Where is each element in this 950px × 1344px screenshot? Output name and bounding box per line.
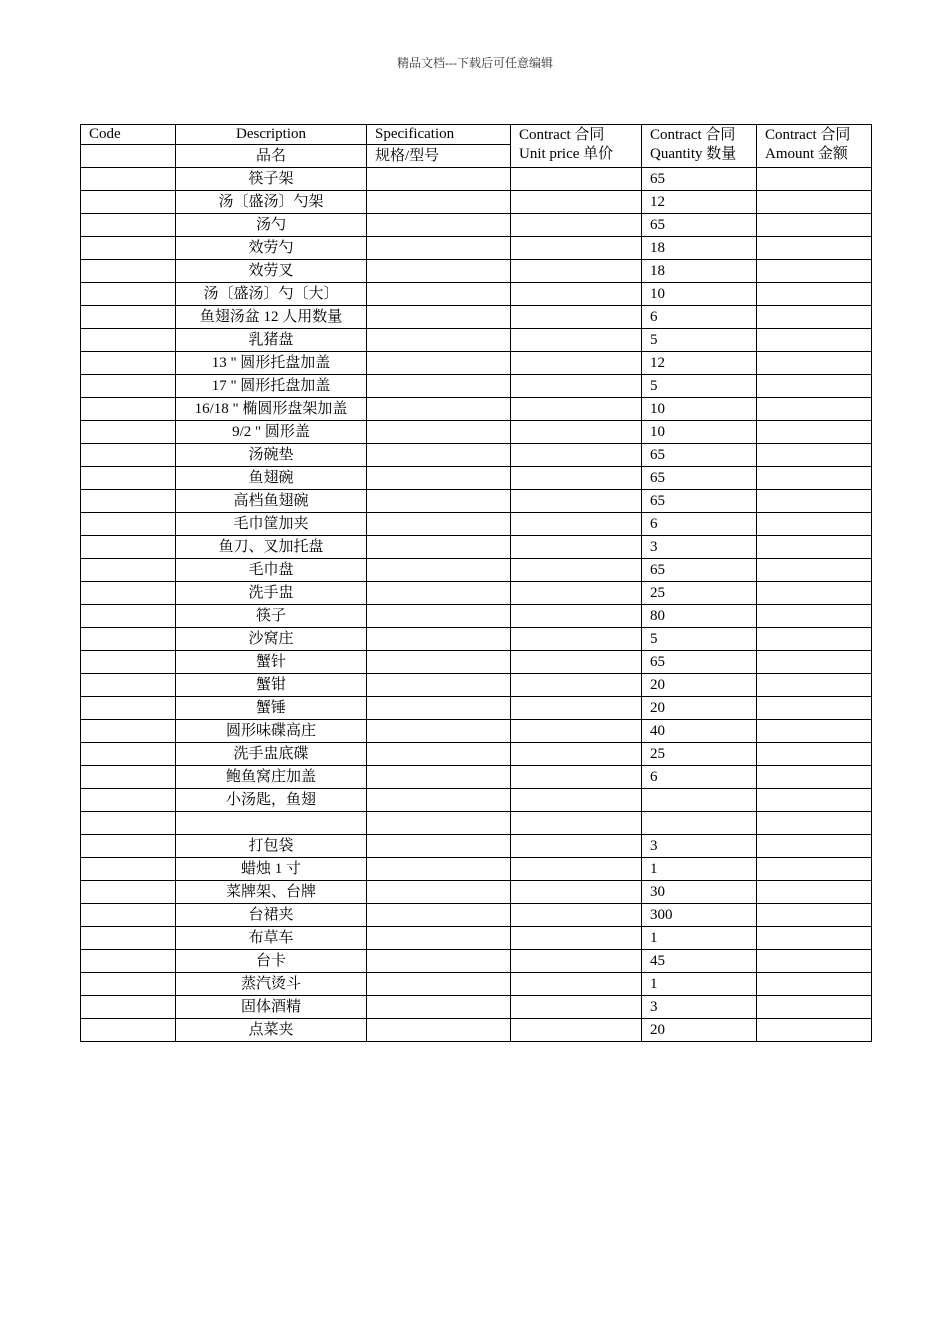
cell-quantity: 80 xyxy=(642,605,757,628)
cell-spec xyxy=(367,444,511,467)
cell-quantity: 20 xyxy=(642,697,757,720)
cell-quantity: 6 xyxy=(642,766,757,789)
cell-spec xyxy=(367,467,511,490)
cell-amount xyxy=(757,973,872,996)
cell-code xyxy=(81,628,176,651)
cell-amount xyxy=(757,559,872,582)
cell-unit-price xyxy=(511,973,642,996)
cell-unit-price xyxy=(511,421,642,444)
cell-unit-price xyxy=(511,444,642,467)
table-row xyxy=(81,904,872,927)
cell-code xyxy=(81,329,176,352)
cell-description: 台裙夹 xyxy=(176,904,367,927)
cell-amount xyxy=(757,513,872,536)
cell-quantity: 65 xyxy=(642,490,757,513)
contract-table xyxy=(80,124,872,1042)
cell-spec xyxy=(367,191,511,214)
cell-description: 固体酒精 xyxy=(176,996,367,1019)
cell-spec xyxy=(367,582,511,605)
table-row xyxy=(81,214,872,237)
cell-unit-price xyxy=(511,260,642,283)
cell-unit-price xyxy=(511,835,642,858)
table-row xyxy=(81,1019,872,1042)
cell-unit-price xyxy=(511,352,642,375)
cell-amount xyxy=(757,214,872,237)
table-row xyxy=(81,398,872,421)
header-unit-price-line1: Contract 合同 xyxy=(519,127,605,143)
table-row xyxy=(81,812,872,835)
cell-amount xyxy=(757,191,872,214)
cell-quantity: 18 xyxy=(642,237,757,260)
cell-unit-price xyxy=(511,490,642,513)
cell-code xyxy=(81,674,176,697)
cell-code xyxy=(81,950,176,973)
cell-unit-price xyxy=(511,674,642,697)
cell-quantity: 12 xyxy=(642,191,757,214)
cell-unit-price xyxy=(511,398,642,421)
cell-quantity: 5 xyxy=(642,628,757,651)
cell-description: 17 " 圆形托盘加盖 xyxy=(176,375,367,398)
cell-quantity: 18 xyxy=(642,260,757,283)
cell-description: 圆形味碟高庄 xyxy=(176,720,367,743)
cell-spec xyxy=(367,812,511,835)
cell-description: 16/18 " 椭圆形盘架加盖 xyxy=(176,398,367,421)
cell-description xyxy=(176,812,367,835)
table-row xyxy=(81,605,872,628)
cell-unit-price xyxy=(511,536,642,559)
cell-unit-price xyxy=(511,858,642,881)
cell-quantity xyxy=(642,789,757,812)
cell-spec xyxy=(367,490,511,513)
header-quantity xyxy=(642,125,757,168)
cell-code xyxy=(81,697,176,720)
cell-code xyxy=(81,605,176,628)
cell-quantity: 5 xyxy=(642,329,757,352)
cell-code xyxy=(81,237,176,260)
table-row xyxy=(81,421,872,444)
cell-unit-price xyxy=(511,306,642,329)
cell-description: 蟹钳 xyxy=(176,674,367,697)
cell-code xyxy=(81,651,176,674)
cell-unit-price xyxy=(511,927,642,950)
cell-spec xyxy=(367,237,511,260)
cell-unit-price xyxy=(511,582,642,605)
cell-spec xyxy=(367,766,511,789)
cell-spec xyxy=(367,789,511,812)
cell-quantity: 65 xyxy=(642,559,757,582)
table-row xyxy=(81,260,872,283)
cell-unit-price xyxy=(511,766,642,789)
header-description-cn: 品名 xyxy=(176,145,367,168)
cell-description: 高档鱼翅碗 xyxy=(176,490,367,513)
cell-code xyxy=(81,720,176,743)
cell-quantity: 20 xyxy=(642,1019,757,1042)
cell-amount xyxy=(757,720,872,743)
header-amount xyxy=(757,125,872,168)
table-row xyxy=(81,881,872,904)
cell-description: 蟹针 xyxy=(176,651,367,674)
table-row xyxy=(81,674,872,697)
cell-spec xyxy=(367,674,511,697)
cell-description: 筷子架 xyxy=(176,168,367,191)
cell-amount xyxy=(757,835,872,858)
cell-quantity: 3 xyxy=(642,536,757,559)
table-row xyxy=(81,996,872,1019)
cell-code xyxy=(81,536,176,559)
cell-quantity: 6 xyxy=(642,306,757,329)
cell-unit-price xyxy=(511,375,642,398)
table-row xyxy=(81,789,872,812)
cell-quantity: 3 xyxy=(642,835,757,858)
cell-code xyxy=(81,421,176,444)
cell-spec xyxy=(367,628,511,651)
header-spec-cn: 规格/型号 xyxy=(367,145,511,168)
cell-amount xyxy=(757,697,872,720)
header-unit-price-line2: Unit price 单价 xyxy=(519,146,614,162)
cell-amount xyxy=(757,329,872,352)
cell-description: 效劳叉 xyxy=(176,260,367,283)
cell-amount xyxy=(757,950,872,973)
cell-spec xyxy=(367,858,511,881)
cell-unit-price xyxy=(511,214,642,237)
cell-quantity: 65 xyxy=(642,168,757,191)
cell-description: 布草车 xyxy=(176,927,367,950)
cell-spec xyxy=(367,329,511,352)
header-description-en: Description xyxy=(176,125,367,145)
cell-code xyxy=(81,927,176,950)
cell-description: 小汤匙，鱼翅 xyxy=(176,789,367,812)
cell-description: 9/2 " 圆形盖 xyxy=(176,421,367,444)
cell-amount xyxy=(757,283,872,306)
cell-code xyxy=(81,352,176,375)
cell-unit-price xyxy=(511,168,642,191)
cell-unit-price xyxy=(511,1019,642,1042)
cell-unit-price xyxy=(511,329,642,352)
cell-code xyxy=(81,260,176,283)
cell-unit-price xyxy=(511,605,642,628)
header-spec-en: Specification xyxy=(367,125,511,145)
cell-code xyxy=(81,398,176,421)
cell-code xyxy=(81,858,176,881)
cell-amount xyxy=(757,766,872,789)
cell-quantity: 10 xyxy=(642,398,757,421)
cell-spec xyxy=(367,559,511,582)
cell-description: 打包袋 xyxy=(176,835,367,858)
table-row xyxy=(81,697,872,720)
table-row xyxy=(81,858,872,881)
cell-description: 毛巾筐加夹 xyxy=(176,513,367,536)
cell-amount xyxy=(757,421,872,444)
table-row xyxy=(81,743,872,766)
cell-spec xyxy=(367,1019,511,1042)
cell-quantity: 65 xyxy=(642,214,757,237)
cell-description: 台卡 xyxy=(176,950,367,973)
cell-spec xyxy=(367,214,511,237)
cell-code xyxy=(81,904,176,927)
header-quantity-line1: Contract 合同 xyxy=(650,127,736,143)
cell-spec xyxy=(367,835,511,858)
cell-code xyxy=(81,789,176,812)
cell-quantity xyxy=(642,812,757,835)
cell-description: 洗手盅底碟 xyxy=(176,743,367,766)
cell-amount xyxy=(757,536,872,559)
cell-description: 13 " 圆形托盘加盖 xyxy=(176,352,367,375)
cell-description: 鲍鱼窝庄加盖 xyxy=(176,766,367,789)
table-row xyxy=(81,352,872,375)
table-row xyxy=(81,835,872,858)
table-row xyxy=(81,467,872,490)
cell-spec xyxy=(367,927,511,950)
table-row xyxy=(81,329,872,352)
cell-code xyxy=(81,306,176,329)
table-row xyxy=(81,191,872,214)
cell-amount xyxy=(757,996,872,1019)
table-row xyxy=(81,651,872,674)
cell-amount xyxy=(757,743,872,766)
cell-unit-price xyxy=(511,628,642,651)
cell-description: 菜牌架、台牌 xyxy=(176,881,367,904)
cell-spec xyxy=(367,881,511,904)
cell-quantity: 45 xyxy=(642,950,757,973)
cell-spec xyxy=(367,651,511,674)
cell-spec xyxy=(367,904,511,927)
cell-amount xyxy=(757,490,872,513)
cell-spec xyxy=(367,973,511,996)
cell-spec xyxy=(367,283,511,306)
cell-quantity: 40 xyxy=(642,720,757,743)
cell-spec xyxy=(367,398,511,421)
cell-quantity: 3 xyxy=(642,996,757,1019)
table-row xyxy=(81,582,872,605)
cell-quantity: 300 xyxy=(642,904,757,927)
cell-code xyxy=(81,1019,176,1042)
header-code-empty xyxy=(81,145,176,168)
header-unit-price xyxy=(511,125,642,168)
cell-spec xyxy=(367,375,511,398)
cell-description: 沙窝庄 xyxy=(176,628,367,651)
cell-amount xyxy=(757,237,872,260)
cell-unit-price xyxy=(511,881,642,904)
cell-spec xyxy=(367,168,511,191)
cell-quantity: 12 xyxy=(642,352,757,375)
cell-spec xyxy=(367,697,511,720)
table-row xyxy=(81,559,872,582)
table-row xyxy=(81,306,872,329)
table-row xyxy=(81,766,872,789)
cell-amount xyxy=(757,398,872,421)
cell-description: 蜡烛 1 寸 xyxy=(176,858,367,881)
cell-quantity: 1 xyxy=(642,858,757,881)
cell-amount xyxy=(757,1019,872,1042)
cell-code xyxy=(81,168,176,191)
cell-spec xyxy=(367,260,511,283)
cell-code xyxy=(81,490,176,513)
cell-code xyxy=(81,996,176,1019)
table-body xyxy=(81,168,872,1042)
cell-description: 鱼翅汤盆 12 人用数量 xyxy=(176,306,367,329)
cell-spec xyxy=(367,950,511,973)
cell-code xyxy=(81,582,176,605)
cell-code xyxy=(81,743,176,766)
cell-description: 蒸汽烫斗 xyxy=(176,973,367,996)
cell-unit-price xyxy=(511,950,642,973)
cell-unit-price xyxy=(511,191,642,214)
cell-description: 汤勺 xyxy=(176,214,367,237)
cell-amount xyxy=(757,674,872,697)
cell-amount xyxy=(757,628,872,651)
cell-quantity: 65 xyxy=(642,651,757,674)
cell-quantity: 25 xyxy=(642,582,757,605)
cell-quantity: 5 xyxy=(642,375,757,398)
table-row xyxy=(81,628,872,651)
cell-amount xyxy=(757,260,872,283)
header-quantity-line2: Quantity 数量 xyxy=(650,146,737,162)
cell-unit-price xyxy=(511,467,642,490)
table-row xyxy=(81,444,872,467)
table-row xyxy=(81,513,872,536)
cell-amount xyxy=(757,168,872,191)
cell-code xyxy=(81,766,176,789)
page-header: 精品文档---下载后可任意编辑 xyxy=(397,56,553,70)
cell-description: 毛巾盘 xyxy=(176,559,367,582)
cell-unit-price xyxy=(511,651,642,674)
cell-amount xyxy=(757,812,872,835)
table-row xyxy=(81,283,872,306)
cell-amount xyxy=(757,927,872,950)
cell-code xyxy=(81,835,176,858)
header-amount-line2: Amount 金额 xyxy=(765,146,848,162)
cell-code xyxy=(81,444,176,467)
cell-code xyxy=(81,812,176,835)
cell-amount xyxy=(757,444,872,467)
cell-quantity: 65 xyxy=(642,467,757,490)
table-row xyxy=(81,927,872,950)
cell-spec xyxy=(367,720,511,743)
cell-description: 汤〔盛汤〕勺〔大〕 xyxy=(176,283,367,306)
cell-amount xyxy=(757,375,872,398)
cell-quantity: 65 xyxy=(642,444,757,467)
cell-amount xyxy=(757,306,872,329)
cell-unit-price xyxy=(511,743,642,766)
cell-description: 乳猪盘 xyxy=(176,329,367,352)
table-row xyxy=(81,490,872,513)
cell-description: 蟹锤 xyxy=(176,697,367,720)
cell-amount xyxy=(757,904,872,927)
table-row xyxy=(81,720,872,743)
header-amount-line1: Contract 合同 xyxy=(765,127,851,143)
cell-spec xyxy=(367,513,511,536)
cell-quantity: 10 xyxy=(642,283,757,306)
table-row xyxy=(81,536,872,559)
cell-code xyxy=(81,214,176,237)
cell-unit-price xyxy=(511,237,642,260)
cell-quantity: 6 xyxy=(642,513,757,536)
table-row xyxy=(81,168,872,191)
cell-amount xyxy=(757,881,872,904)
table-row xyxy=(81,237,872,260)
cell-quantity: 1 xyxy=(642,927,757,950)
cell-quantity: 20 xyxy=(642,674,757,697)
cell-description: 鱼刀、叉加托盘 xyxy=(176,536,367,559)
cell-description: 鱼翅碗 xyxy=(176,467,367,490)
cell-quantity: 25 xyxy=(642,743,757,766)
table-row xyxy=(81,950,872,973)
table-header-row-1 xyxy=(81,125,872,145)
cell-description: 筷子 xyxy=(176,605,367,628)
cell-unit-price xyxy=(511,812,642,835)
cell-quantity: 30 xyxy=(642,881,757,904)
cell-amount xyxy=(757,651,872,674)
cell-spec xyxy=(367,306,511,329)
cell-spec xyxy=(367,536,511,559)
cell-description: 汤碗垫 xyxy=(176,444,367,467)
cell-code xyxy=(81,973,176,996)
cell-description: 汤〔盛汤〕勺架 xyxy=(176,191,367,214)
cell-spec xyxy=(367,743,511,766)
cell-description: 效劳勺 xyxy=(176,237,367,260)
cell-unit-price xyxy=(511,996,642,1019)
table-row xyxy=(81,973,872,996)
table-row xyxy=(81,375,872,398)
cell-amount xyxy=(757,467,872,490)
cell-unit-price xyxy=(511,559,642,582)
cell-quantity: 10 xyxy=(642,421,757,444)
header-code: Code xyxy=(81,125,176,145)
cell-amount xyxy=(757,582,872,605)
cell-amount xyxy=(757,789,872,812)
cell-unit-price xyxy=(511,789,642,812)
cell-spec xyxy=(367,996,511,1019)
cell-code xyxy=(81,283,176,306)
cell-description: 点菜夹 xyxy=(176,1019,367,1042)
cell-spec xyxy=(367,421,511,444)
cell-quantity: 1 xyxy=(642,973,757,996)
cell-amount xyxy=(757,352,872,375)
cell-unit-price xyxy=(511,904,642,927)
cell-code xyxy=(81,467,176,490)
cell-unit-price xyxy=(511,283,642,306)
cell-code xyxy=(81,375,176,398)
cell-code xyxy=(81,881,176,904)
cell-amount xyxy=(757,605,872,628)
cell-code xyxy=(81,559,176,582)
cell-code xyxy=(81,513,176,536)
cell-unit-price xyxy=(511,513,642,536)
cell-amount xyxy=(757,858,872,881)
cell-unit-price xyxy=(511,697,642,720)
cell-description: 洗手盅 xyxy=(176,582,367,605)
cell-code xyxy=(81,191,176,214)
cell-spec xyxy=(367,352,511,375)
cell-spec xyxy=(367,605,511,628)
cell-unit-price xyxy=(511,720,642,743)
